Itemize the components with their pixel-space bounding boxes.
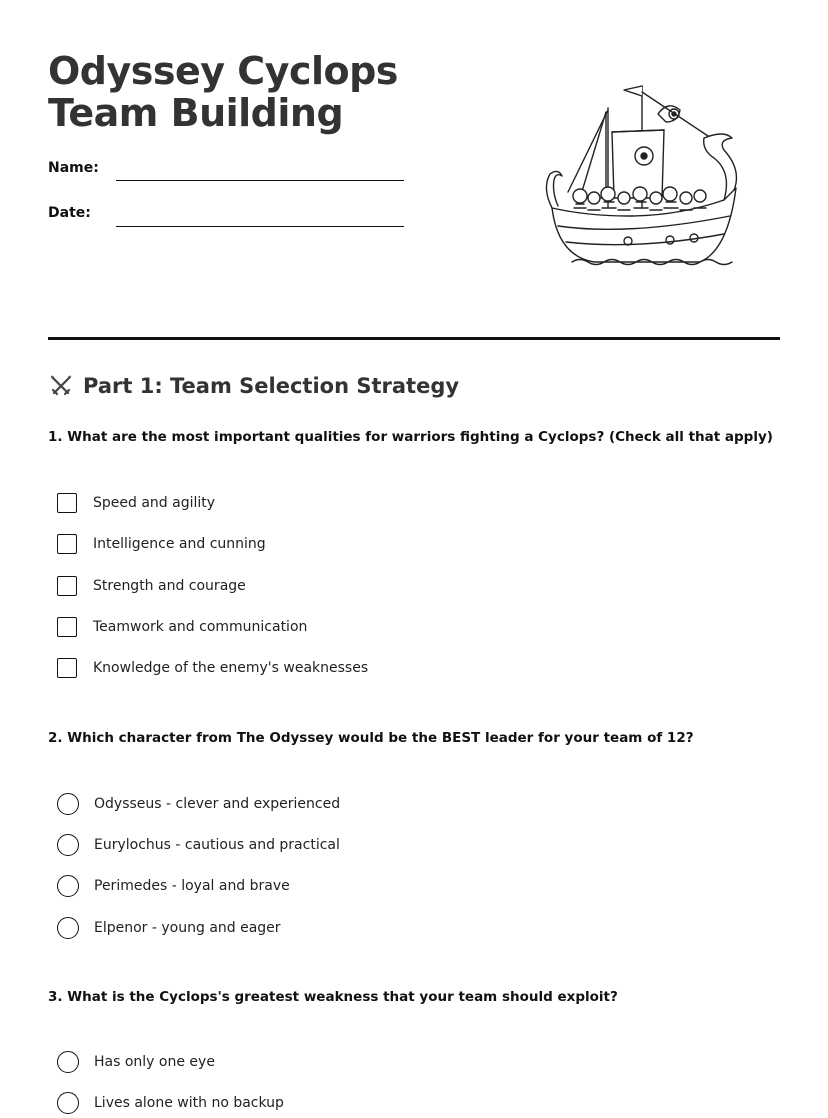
option-label: Eurylochus - cautious and practical xyxy=(94,837,340,853)
q1-option-2[interactable] xyxy=(57,532,266,556)
option-label: Knowledge of the enemy's weaknesses xyxy=(93,660,369,676)
name-label: Name: xyxy=(48,160,99,176)
option-label: Strength and courage xyxy=(93,578,246,594)
q1-option-4[interactable] xyxy=(57,615,307,639)
part1-heading xyxy=(48,373,459,399)
checkbox[interactable] xyxy=(57,658,77,678)
date-label: Date: xyxy=(48,205,91,221)
q2-option-1[interactable] xyxy=(57,792,340,816)
radio-button[interactable] xyxy=(57,1051,79,1073)
checkbox[interactable] xyxy=(57,493,77,513)
section-divider xyxy=(48,337,780,340)
ship-with-crew-illustration xyxy=(528,80,740,270)
question-1: 1. What are the most important qualities for warriors fighting a Cyclops? (Check all that apply) xyxy=(48,429,773,445)
question-3: 3. What is the Cyclops's greatest weakness that your team should exploit? xyxy=(48,989,618,1005)
q1-option-1[interactable] xyxy=(57,491,215,515)
q1-option-3[interactable] xyxy=(57,574,246,598)
option-label: Has only one eye xyxy=(94,1054,215,1070)
option-label: Odysseus - clever and experienced xyxy=(94,796,341,812)
q2-option-4[interactable] xyxy=(57,916,281,940)
q3-option-1[interactable] xyxy=(57,1050,215,1074)
date-field[interactable] xyxy=(116,226,404,227)
q2-option-2[interactable] xyxy=(57,833,340,857)
checkbox[interactable] xyxy=(57,617,77,637)
question-2: 2. Which character from The Odyssey would be the BEST leader for your team of 12? xyxy=(48,730,694,746)
checkbox[interactable] xyxy=(57,534,77,554)
option-label: Elpenor - young and eager xyxy=(94,920,281,936)
radio-button[interactable] xyxy=(57,793,79,815)
option-label: Perimedes - loyal and brave xyxy=(94,878,290,894)
option-label: Intelligence and cunning xyxy=(93,536,266,552)
crossed-swords-icon xyxy=(48,373,74,399)
q2-option-3[interactable] xyxy=(57,874,290,898)
radio-button[interactable] xyxy=(57,834,79,856)
option-label: Speed and agility xyxy=(93,495,216,511)
option-label: Teamwork and communication xyxy=(93,619,308,635)
name-field[interactable] xyxy=(116,180,404,181)
option-label: Lives alone with no backup xyxy=(94,1095,284,1111)
q1-option-5[interactable] xyxy=(57,656,368,680)
radio-button[interactable] xyxy=(57,1092,79,1114)
radio-button[interactable] xyxy=(57,875,79,897)
checkbox[interactable] xyxy=(57,576,77,596)
worksheet-title: Odyssey Cyclops Team Building xyxy=(48,49,398,135)
part1-heading-text: Part 1: Team Selection Strategy xyxy=(83,374,460,398)
q3-option-2[interactable] xyxy=(57,1091,284,1115)
radio-button[interactable] xyxy=(57,917,79,939)
